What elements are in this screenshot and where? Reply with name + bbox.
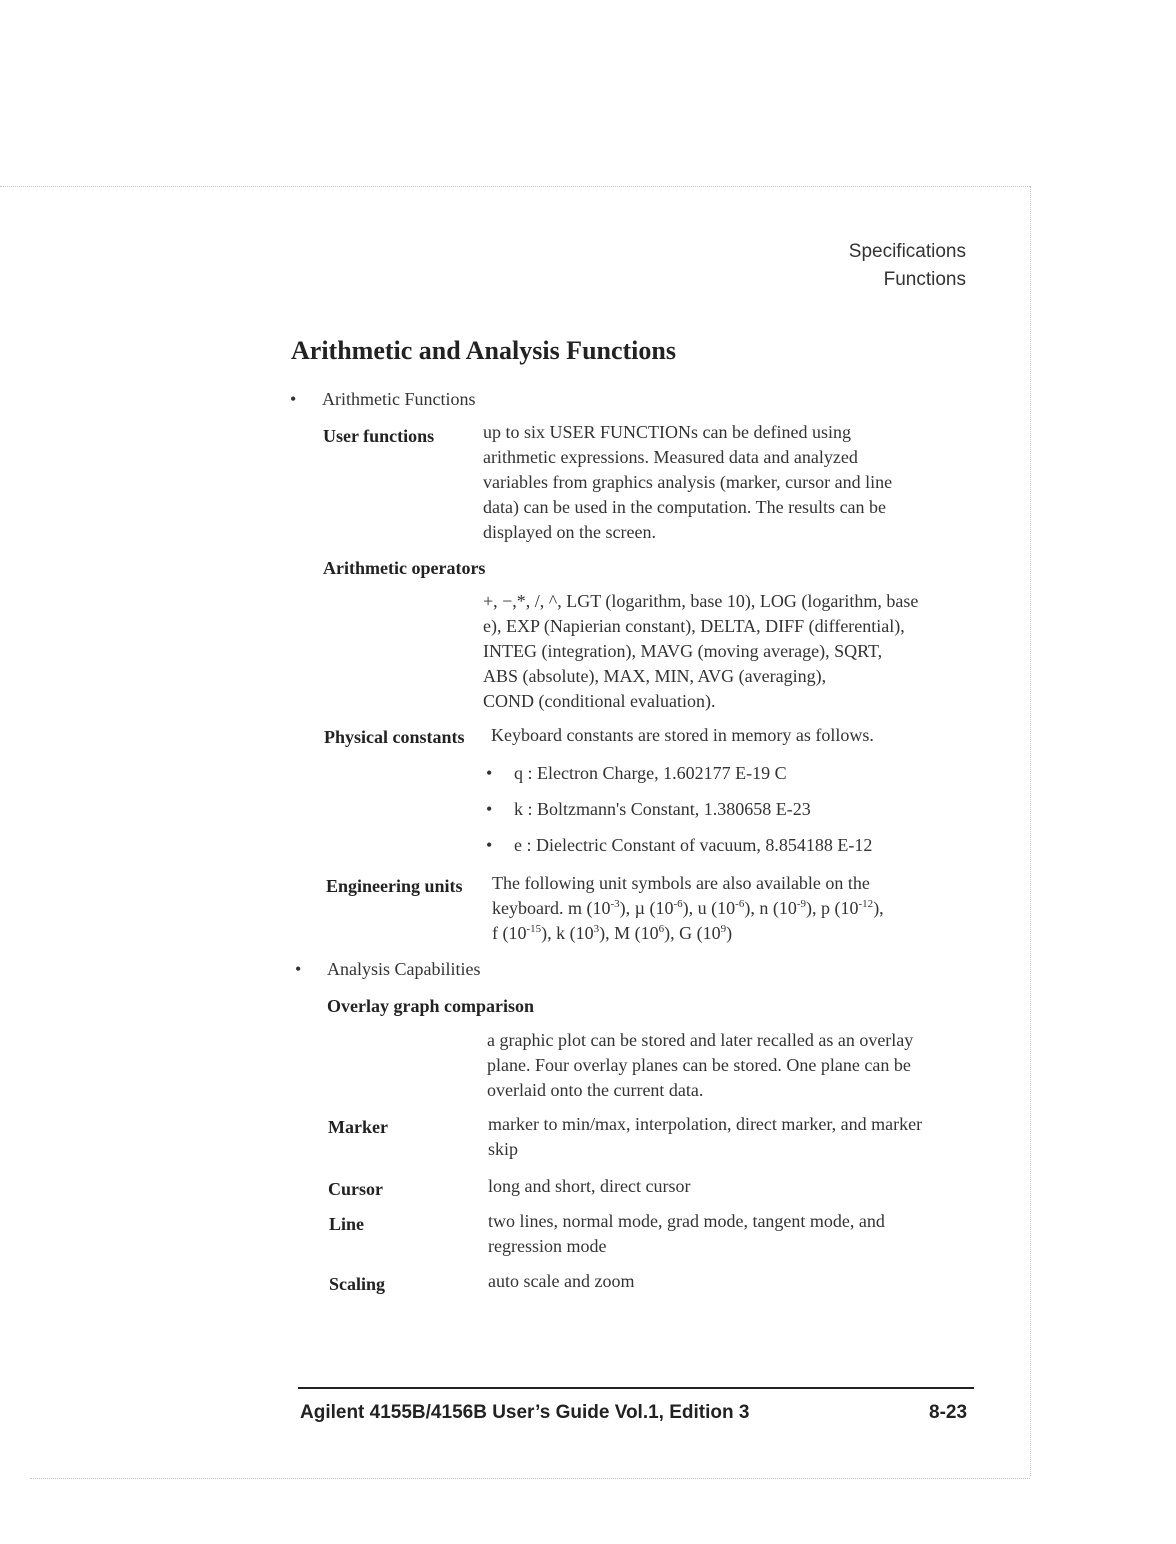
desc-marker [488, 1112, 922, 1162]
term-overlay-graph: Overlay graph comparison [327, 996, 534, 1016]
term-user-functions: User functions [323, 426, 435, 446]
desc-line: COND (conditional evaluation). [483, 691, 716, 711]
desc-engineering-units [492, 871, 884, 946]
desc-line: +, −,*, /, ^, LGT (logarithm, base 10), LOG (logarithm, base [483, 591, 919, 611]
footer-guide-title: Agilent 4155B/4156B User’s Guide Vol.1, Edition 3 [300, 1402, 750, 1423]
term-physical-constants: Physical constants [324, 727, 465, 747]
unit-text: ), p (10 [806, 898, 859, 918]
desc-line: overlaid onto the current data. [487, 1080, 704, 1100]
desc-line: data) can be used in the computation. The results can be [483, 497, 887, 517]
scan-right-edge [1030, 186, 1031, 1476]
unit-exponent: -3 [610, 898, 620, 910]
term-marker: Marker [328, 1117, 388, 1137]
desc-user-functions [483, 420, 892, 545]
constant-text: q : Electron Charge, 1.602177 E-19 C [514, 763, 787, 783]
desc-line-units-2 [492, 921, 884, 946]
bullet-analysis-capabilities [295, 959, 481, 980]
desc-line: e), EXP (Napierian constant), DELTA, DIFF (differential), [483, 616, 905, 636]
unit-exponent: -9 [796, 898, 807, 910]
constant-item-k [486, 799, 811, 820]
unit-exponent: -6 [735, 898, 745, 910]
constant-text: k : Boltzmann's Constant, 1.380658 E-23 [514, 799, 811, 819]
unit-text: keyboard. m (10 [492, 898, 611, 918]
constant-item-e [486, 835, 873, 856]
scan-bottom-edge [30, 1478, 1030, 1479]
unit-text: ), u (10 [682, 898, 736, 918]
desc-line: INTEG (integration), MAVG (moving average), SQRT, [483, 641, 883, 661]
desc-line: two lines, normal mode, grad mode, tangent mode, and [488, 1211, 885, 1231]
desc-line: The following unit symbols are also available on the [492, 873, 870, 893]
term-cursor: Cursor [328, 1179, 383, 1199]
running-header-section: Specifications [848, 241, 966, 262]
unit-exponent: -12 [858, 898, 874, 910]
unit-text: ), M (10 [599, 923, 659, 943]
desc-line-mode [488, 1209, 885, 1259]
desc-line: displayed on the screen. [483, 522, 656, 542]
unit-text: ), n (10 [744, 898, 797, 918]
unit-text: ), k (10 [541, 923, 594, 943]
scan-top-edge [0, 186, 1030, 187]
page-title: Arithmetic and Analysis Functions [291, 336, 676, 365]
bullet-dot: • [290, 389, 297, 409]
term-arithmetic-operators: Arithmetic operators [323, 558, 486, 578]
unit-exponent: -15 [526, 923, 542, 935]
desc-arithmetic-operators [483, 589, 918, 714]
desc-line: variables from graphics analysis (marker, cursor and line [483, 472, 893, 492]
desc-line: ABS (absolute), MAX, MIN, AVG (averaging), [483, 666, 827, 686]
desc-cursor [488, 1174, 690, 1199]
desc-line: marker to min/max, interpolation, direct marker, and marker [488, 1114, 923, 1134]
bullet-dot: • [486, 799, 493, 819]
term-engineering-units: Engineering units [326, 876, 463, 896]
bullet-arithmetic-functions [290, 389, 476, 410]
bullet-label: Analysis Capabilities [327, 959, 481, 979]
unit-text: ), µ (10 [619, 898, 674, 918]
bullet-dot: • [295, 959, 302, 979]
desc-line: plane. Four overlay planes can be stored. One plane can be [487, 1055, 911, 1075]
bullet-label: Arithmetic Functions [322, 389, 476, 409]
footer-page-number: 8-23 [929, 1402, 968, 1423]
desc-scaling [488, 1269, 634, 1294]
desc-line-units-1 [492, 896, 884, 921]
constant-text: e : Dielectric Constant of vacuum, 8.854188 E-12 [514, 835, 873, 855]
desc-line: long and short, direct cursor [488, 1176, 691, 1196]
desc-line: auto scale and zoom [488, 1271, 635, 1291]
running-header-subsection: Functions [883, 269, 966, 290]
footer-rule [298, 1387, 974, 1389]
desc-line: up to six USER FUNCTIONs can be defined using [483, 422, 851, 442]
bullet-dot: • [486, 835, 493, 855]
desc-line: skip [488, 1139, 519, 1159]
unit-text: f (10 [492, 923, 527, 943]
unit-exponent: 9 [720, 923, 727, 935]
unit-text: ), [873, 898, 884, 918]
desc-line: arithmetic expressions. Measured data and analyzed [483, 447, 858, 467]
unit-exponent: 3 [593, 923, 600, 935]
constant-item-q [486, 763, 787, 784]
unit-text: ) [726, 923, 733, 943]
desc-physical-constants: Keyboard constants are stored in memory as follows. [491, 725, 874, 745]
desc-overlay-graph [487, 1028, 913, 1103]
unit-text: ), G (10 [664, 923, 721, 943]
unit-exponent: -6 [673, 898, 683, 910]
term-line: Line [329, 1214, 365, 1234]
desc-line: a graphic plot can be stored and later recalled as an overlay [487, 1030, 914, 1050]
desc-line: regression mode [488, 1236, 607, 1256]
bullet-dot: • [486, 763, 493, 783]
unit-exponent: 6 [658, 923, 665, 935]
term-scaling: Scaling [329, 1274, 386, 1294]
